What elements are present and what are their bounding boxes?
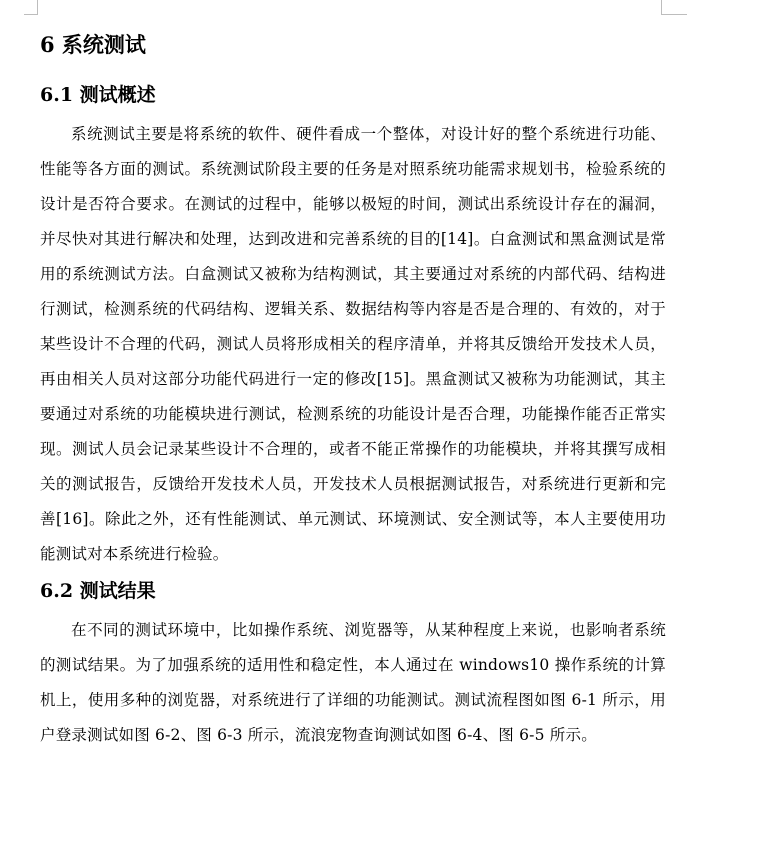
chapter-title: 6 系统测试 [40, 32, 146, 57]
crop-mark-top-right [661, 0, 687, 15]
crop-mark-top-left [24, 0, 38, 15]
section-heading-overview: 6.1 测试概述 [40, 84, 156, 106]
section-paragraph-overview: 系统测试主要是将系统的软件、硬件看成一个整体，对设计好的整个系统进行功能、性能等各方面的测试。系统测试阶段主要的任务是对照系统功能需求规划书，检验系统的设计是否符合要求。在测试的过程中，能够以极短的时间，测试出系统设计存在的漏洞，并尽快对其进行解决和处理，达到改进和完善系统的目的[14]。白盒测试和黑盒测试是常用的系统测试方法。白盒测试又被称为结构测试，其主要通过对系统的内部代码、结构进行测试，检测系统的代码结构、逻辑关系、数据结构等内容是否是合理的、有效的，对于某些设计不合理的代码，测试人员将形成相关的程序清单，并将其反馈给开发技术人员，再由相关人员对这部分功能代码进行一定的修改[15]。黑盒测试又被称为功能测试，其主要通过对系统的功能模块进行测试，检测系统的功能设计是否合理，功能操作能否正常实现。测试人员会记录某些设计不合理的，或者不能正常操作的功能模块，并将其撰写成相关的测试报告，反馈给开发技术人员，开发技术人员根据测试报告，对系统进行更新和完善[16]。除此之外，还有性能测试、单元测试、环境测试、安全测试等，本人主要使用功能测试对本系统进行检验。 [40, 125, 666, 563]
section-paragraph-results: 在不同的测试环境中，比如操作系统、浏览器等，从某种程度上来说，也影响者系统的测试结果。为了加强系统的适用性和稳定性，本人通过在 windows10 操作系统的计算机上，使用多种的浏览器，对系统进行了详细的功能测试。测试流程图如图 6-1 所示，用户登录测试如图 6-2、图 6-3 所示，流浪宠物查询测试如图 6-4、图 6-5 所示。 [40, 621, 666, 744]
page-content [40, 27, 666, 753]
section-heading-results: 6.2 测试结果 [40, 580, 156, 602]
